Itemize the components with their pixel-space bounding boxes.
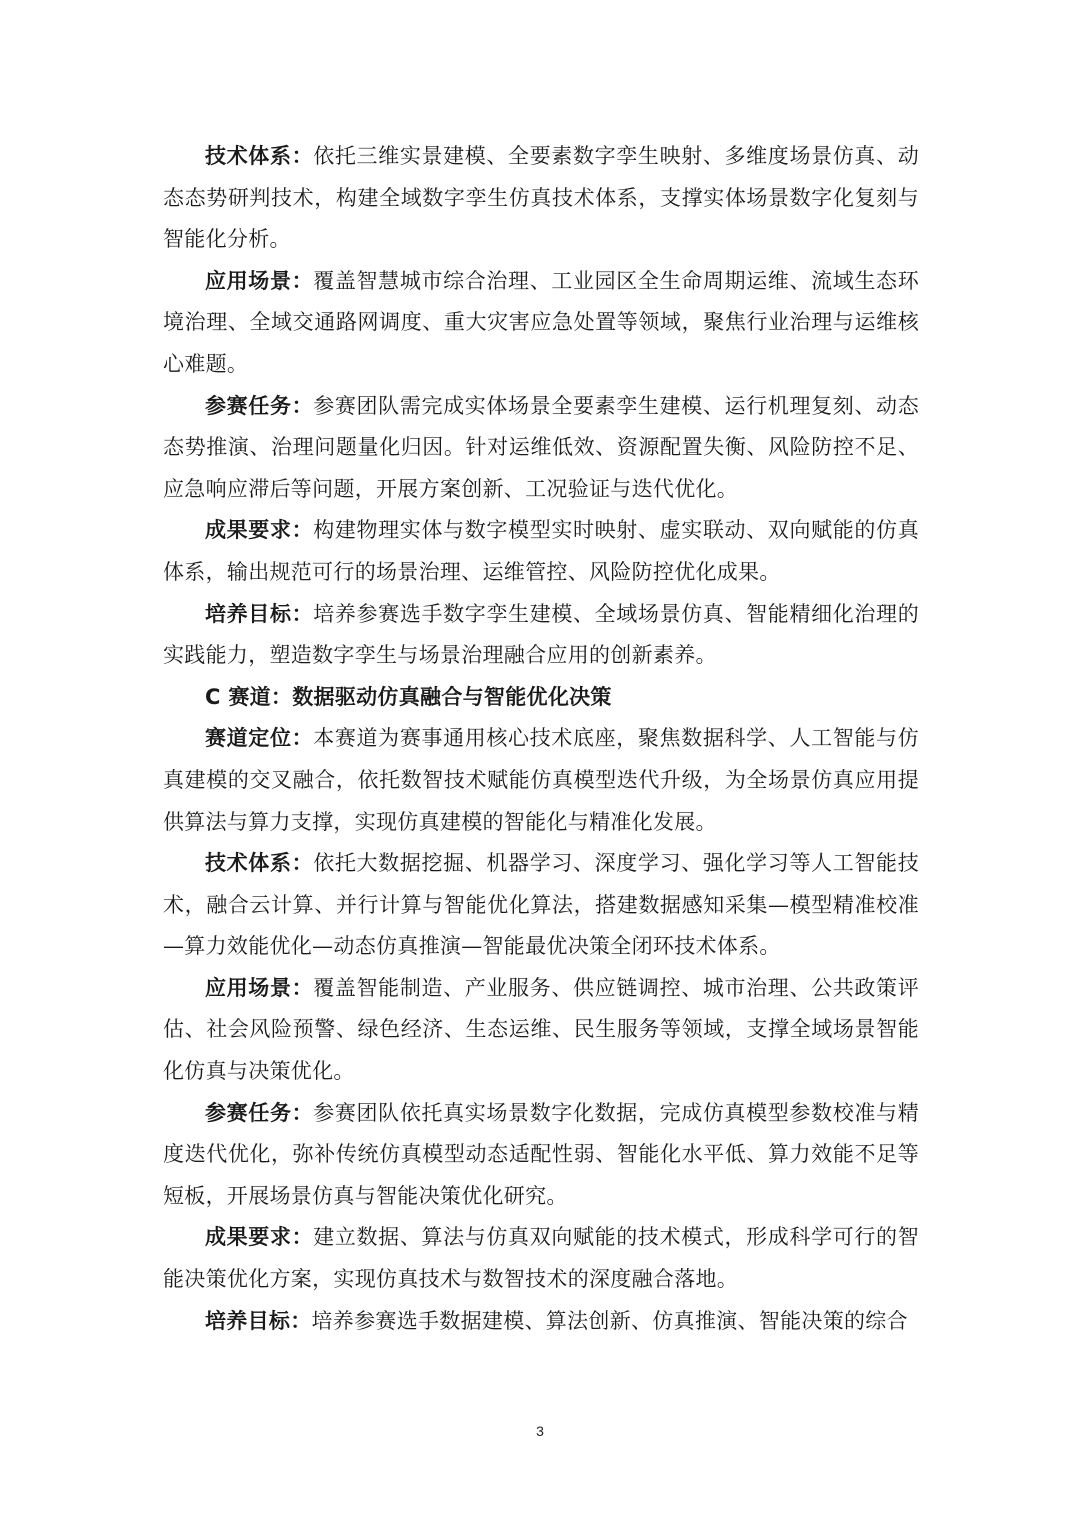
- paragraph-c-application: [163, 968, 919, 1093]
- section-c-heading: C 赛道：数据驱动仿真融合与智能优化决策: [205, 684, 612, 709]
- paragraph-c-task: [163, 1093, 919, 1218]
- paragraph-c-positioning: [163, 718, 919, 843]
- paragraph-label: 培养目标：: [205, 1308, 312, 1333]
- paragraph-text: 培养参赛选手数据建模、算法创新、仿真推演、智能决策的综合: [311, 1308, 908, 1333]
- paragraph-b-tech-system: [163, 136, 919, 261]
- paragraph-text: 培养参赛选手数字孪生建模、全域场景仿真、智能精细化治理的实践能力，塑造数字孪生与场景治理融合应用的创新素养。: [163, 601, 919, 668]
- paragraph-label: 赛道定位：: [205, 726, 314, 751]
- paragraph-text: 参赛团队依托真实场景数字化数据，完成仿真模型参数校准与精度迭代优化，弥补传统仿真模型动态适配性弱、智能化水平低、算力效能不足等短板，开展场景仿真与智能决策优化研究。: [163, 1100, 919, 1208]
- paragraph-text: 本赛道为赛事通用核心技术底座，聚焦数据科学、人工智能与仿真建模的交叉融合，依托数智技术赋能仿真模型迭代升级，为全场景仿真应用提供算法与算力支撑，实现仿真建模的智能化与精准化发展。: [163, 726, 919, 834]
- paragraph-text: 依托三维实景建模、全要素数字孪生映射、多维度场景仿真、动态态势研判技术，构建全域数字孪生仿真技术体系，支撑实体场景数字化复刻与智能化分析。: [163, 144, 919, 252]
- paragraph-c-goal: [163, 1301, 919, 1343]
- paragraph-label: 成果要求：: [205, 1225, 314, 1250]
- page-content: [163, 136, 919, 1342]
- paragraph-label: 成果要求：: [205, 518, 314, 543]
- page-number: 3: [536, 1423, 544, 1439]
- paragraph-text: 依托大数据挖掘、机器学习、深度学习、强化学习等人工智能技术，融合云计算、并行计算与智能优化算法，搭建数据感知采集—模型精准校准—算力效能优化—动态仿真推演—智能最优决策全闭环技术体系。: [163, 851, 919, 959]
- paragraph-label: 培养目标：: [205, 601, 314, 626]
- paragraph-text: 覆盖智慧城市综合治理、工业园区全生命周期运维、流域生态环境治理、全域交通路网调度、重大灾害应急处置等领域，聚焦行业治理与运维核心难题。: [163, 268, 919, 376]
- paragraph-label: 参赛任务：: [205, 1100, 314, 1125]
- paragraph-c-requirement: [163, 1217, 919, 1300]
- paragraph-label: 参赛任务：: [205, 393, 314, 418]
- paragraph-label: 技术体系：: [205, 851, 314, 876]
- paragraph-label: 应用场景：: [205, 975, 314, 1000]
- paragraph-label: 技术体系：: [205, 144, 314, 168]
- paragraph-text: 参赛团队需完成实体场景全要素孪生建模、运行机理复刻、动态态势推演、治理问题量化归因。针对运维低效、资源配置失衡、风险防控不足、应急响应滞后等问题，开展方案创新、工况验证与迭代优化。: [163, 393, 919, 501]
- paragraph-c-tech-system: [163, 843, 919, 968]
- paragraph-b-application: [163, 261, 919, 386]
- paragraph-b-task: [163, 386, 919, 511]
- paragraph-b-goal: [163, 594, 919, 677]
- paragraph-text: 覆盖智能制造、产业服务、供应链调控、城市治理、公共政策评估、社会风险预警、绿色经济、生态运维、民生服务等领域，支撑全域场景智能化仿真与决策优化。: [163, 975, 919, 1084]
- paragraph-label: 应用场景：: [205, 268, 314, 293]
- paragraph-text: 构建物理实体与数字模型实时映射、虚实联动、双向赋能的仿真体系，输出规范可行的场景治理、运维管控、风险防控优化成果。: [163, 518, 919, 584]
- paragraph-text: 建立数据、算法与仿真双向赋能的技术模式，形成科学可行的智能决策优化方案，实现仿真技术与数智技术的深度融合落地。: [163, 1225, 919, 1292]
- paragraph-b-requirement: [163, 510, 919, 593]
